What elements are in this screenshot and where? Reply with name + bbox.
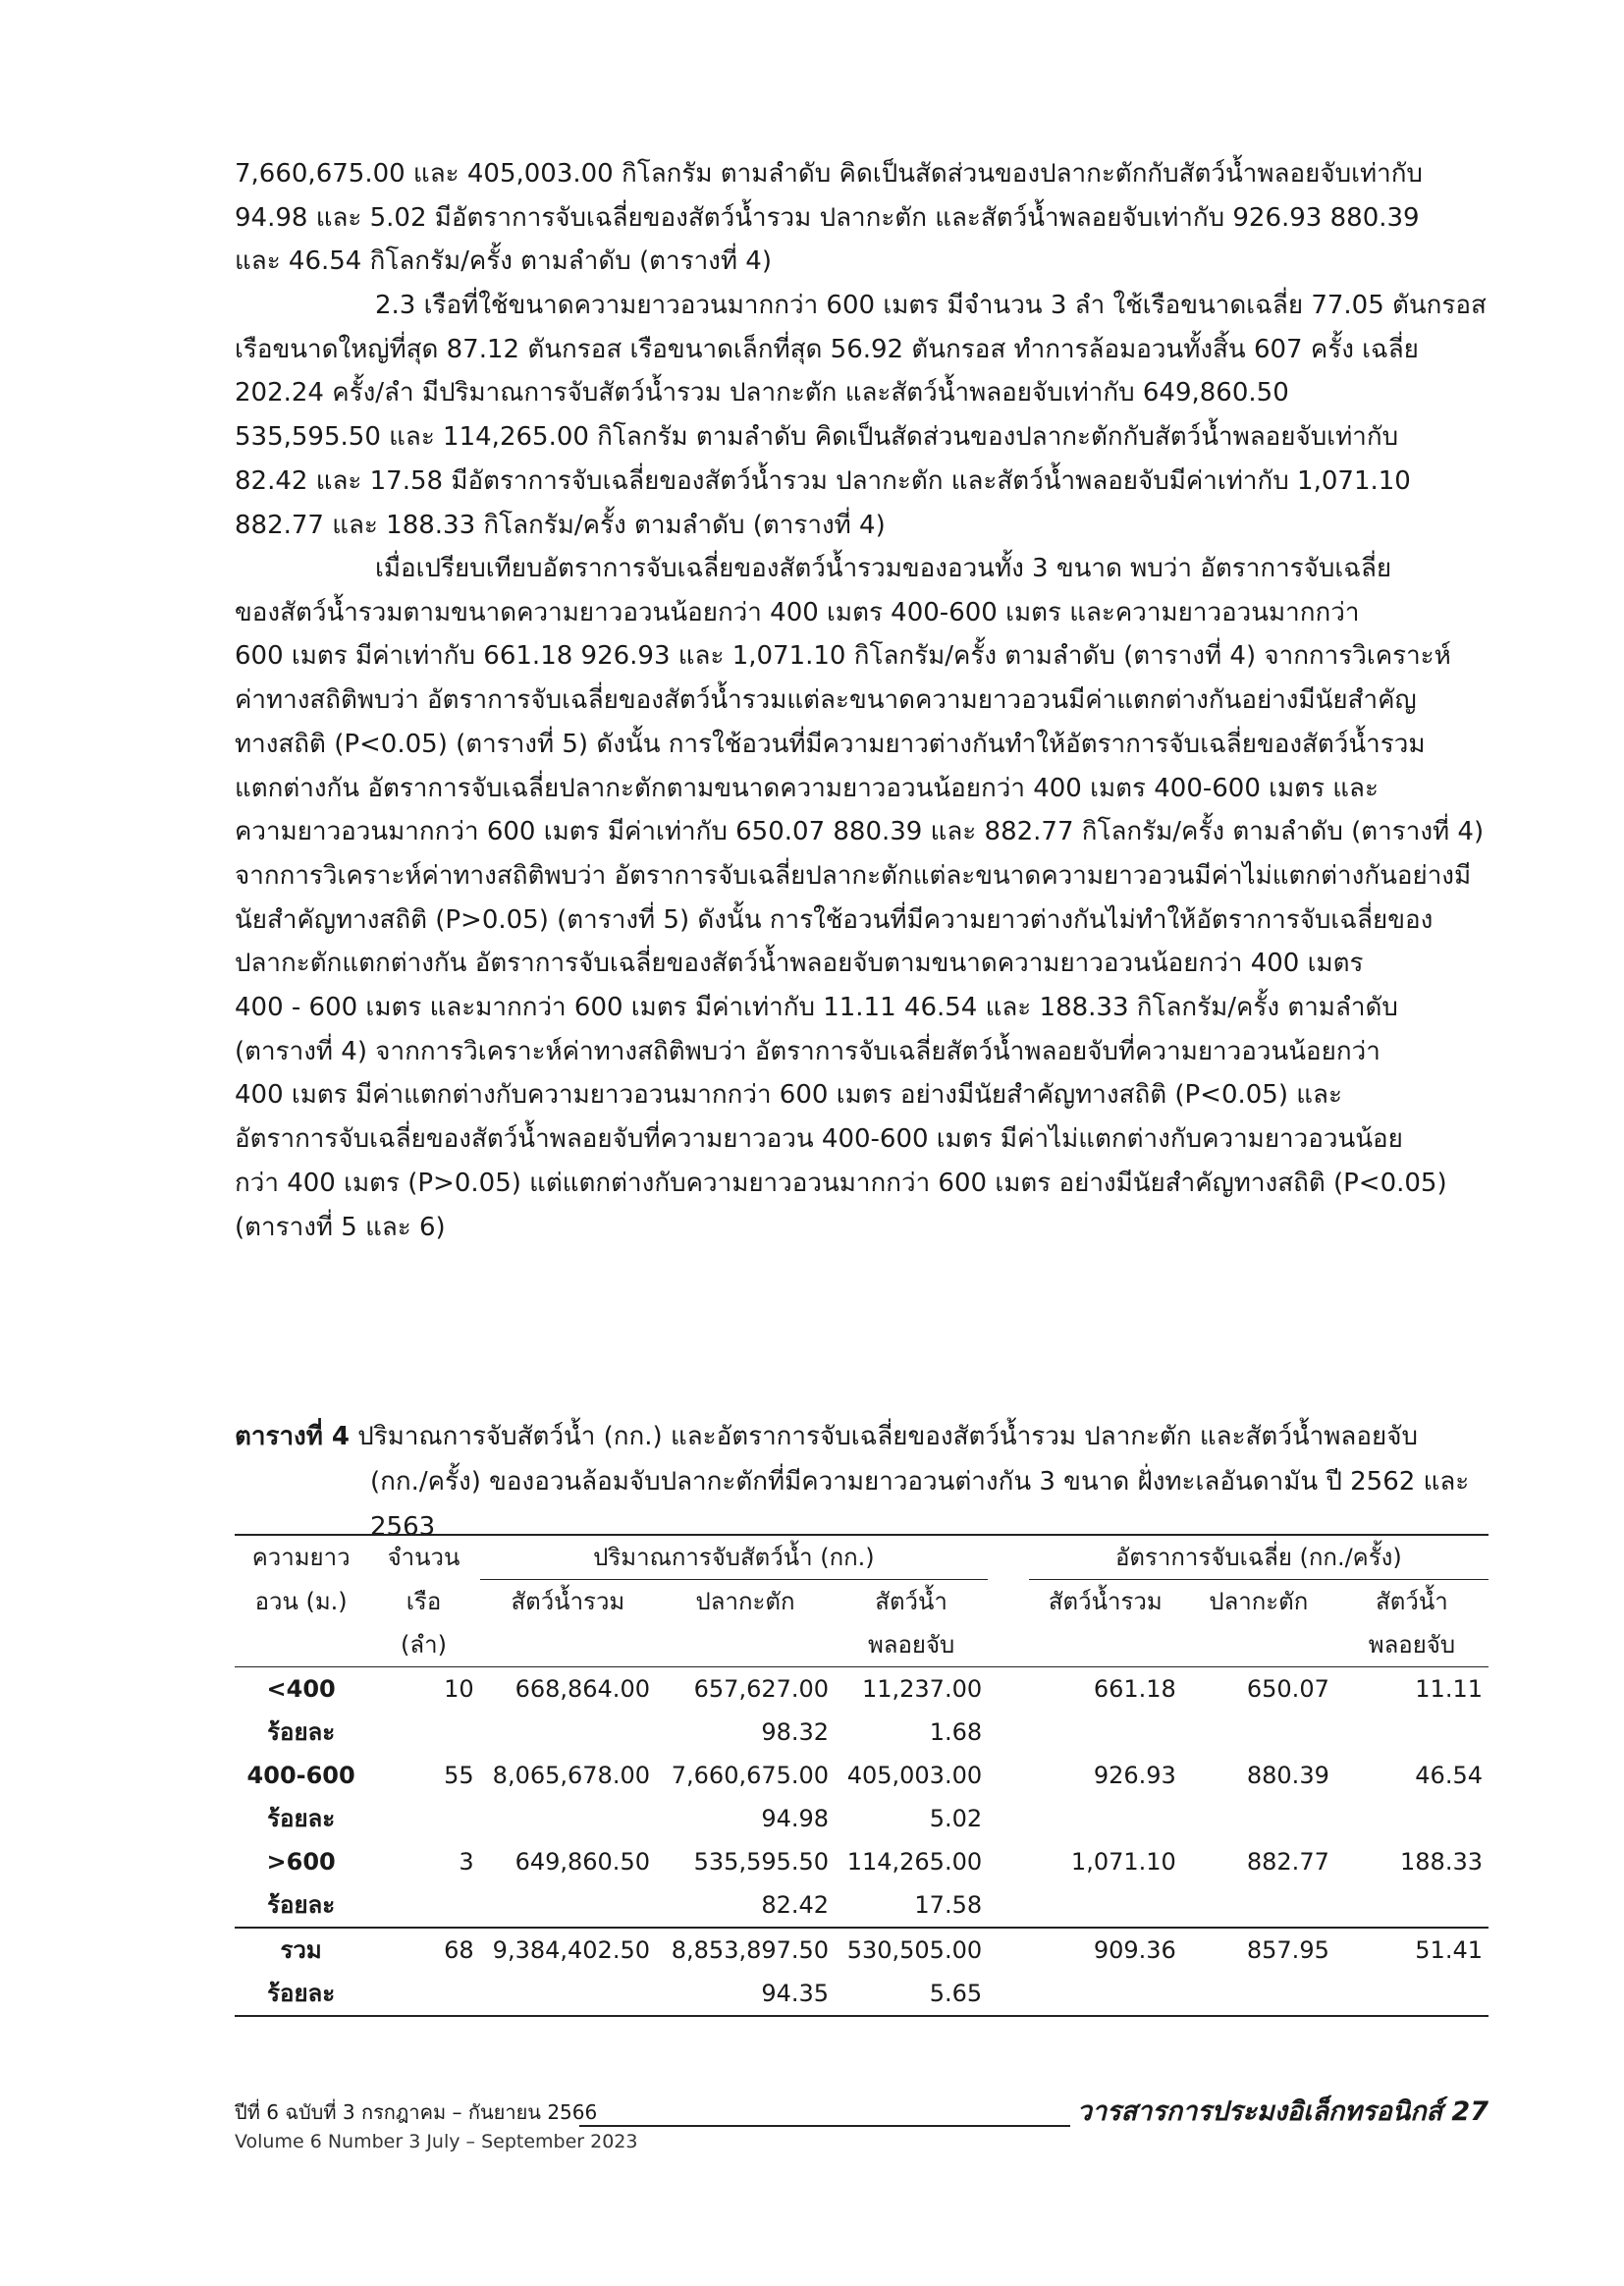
column-gap bbox=[988, 1711, 1029, 1754]
text-line: และ 46.54 กิโลกรัม/ครั้ง ตามลำดับ (ตารางที่ 4) bbox=[235, 246, 772, 277]
table-row bbox=[235, 1797, 1489, 1840]
text-line: แตกต่างกัน อัตราการจับเฉลี่ยปลากะตักตามขนาดความยาวอวนน้อยกว่า 400 เมตร 400-600 เมตร และ bbox=[235, 773, 1379, 803]
text-line: เรือขนาดใหญ่ที่สุด 87.12 ตันกรอส เรือขนาดเล็กที่สุด 56.92 ตันกรอส ทำการล้อมอวนทั้งสิ้น 607 ครั้ง เฉลี่ย bbox=[235, 334, 1419, 364]
header-cell: อัตราการจับเฉลี่ย (กก./ครั้ง) bbox=[1029, 1535, 1489, 1580]
text-line: จากการวิเคราะห์ค่าทางสถิติพบว่า อัตราการจับเฉลี่ยปลากะตักแต่ละขนาดความยาวอวนมีค่าไม่แตกต่างกันอย่างมี bbox=[235, 860, 1472, 891]
table-cell: 11.11 bbox=[1415, 1675, 1483, 1703]
header-cell: (ลำ) bbox=[367, 1623, 479, 1667]
table-cell: 880.39 bbox=[1246, 1762, 1329, 1789]
text-line: 82.42 และ 17.58 มีอัตราการจับเฉลี่ยของสัตว์น้ำรวม ปลากะตัก และสัตว์น้ำพลอยจับมีค่าเท่ากับ 1,071.10 bbox=[235, 465, 1411, 496]
column-gap bbox=[988, 1883, 1029, 1928]
text-line: 94.98 และ 5.02 มีอัตราการจับเฉลี่ยของสัตว์น้ำรวม ปลากะตัก และสัตว์น้ำพลอยจับเท่ากับ 926.93 880.39 bbox=[235, 202, 1420, 233]
text-line: 882.77 และ 188.33 กิโลกรัม/ครั้ง ตามลำดับ (ตารางที่ 4) bbox=[235, 510, 886, 540]
paragraph-2 bbox=[235, 284, 1489, 547]
text-line: ปลากะตักแตกต่างกัน อัตราการจับเฉลี่ยของสัตว์น้ำพลอยจับตามขนาดความยาวอวนน้อยกว่า 400 เมตร bbox=[235, 949, 1364, 979]
table-cell bbox=[1182, 1711, 1335, 1754]
column-gap bbox=[988, 1667, 1029, 1712]
table-cell: 51.41 bbox=[1335, 1928, 1489, 1972]
text-line: (ตารางที่ 4) จากการวิเคราะห์ค่าทางสถิติพบว่า อัตราการจับเฉลี่ยสัตว์น้ำพลอยจับที่ความยาวอวนน้อยกว่า bbox=[235, 1036, 1380, 1066]
text-line: ค่าทางสถิติพบว่า อัตราการจับเฉลี่ยของสัตว์น้ำรวมแต่ละขนาดความยาวอวนมีค่าแตกต่างกันอย่างมีนัยสำคัญ bbox=[235, 685, 1417, 716]
column-gap bbox=[988, 1797, 1029, 1840]
table-caption-text: ปริมาณการจับสัตว์น้ำ (กก.) และอัตราการจับเฉลี่ยของสัตว์น้ำรวม ปลากะตัก และสัตว์น้ำพลอยจับ bbox=[357, 1422, 1418, 1451]
table-row bbox=[235, 1928, 1489, 1972]
text-line: 7,660,675.00 และ 405,003.00 กิโลกรัม ตามลำดับ คิดเป็นสัดส่วนของปลากะตักกับสัตว์น้ำพลอยจับเท่ากับ bbox=[235, 159, 1423, 189]
header-cell: ความยาว bbox=[235, 1535, 367, 1580]
footer-divider bbox=[579, 2125, 1070, 2127]
table-cell: 649,860.50 bbox=[514, 1848, 650, 1876]
table-cell: 882.77 bbox=[1246, 1848, 1329, 1876]
table-cell: 3 bbox=[459, 1848, 474, 1876]
header-cell: เรือ bbox=[406, 1587, 442, 1615]
table-cell: 82.42 bbox=[761, 1891, 830, 1919]
table-cell bbox=[480, 1711, 656, 1754]
text-line: ทางสถิติ (P<0.05) (ตารางที่ 5) ดังนั้น การใช้อวนที่มีความยาวต่างกันทำให้อัตราการจับเฉลี่ยของสัตว์น้ำรวม bbox=[235, 729, 1426, 759]
text-line: 400 เมตร มีค่าแตกต่างกับความยาวอวนมากกว่า 600 เมตร อย่างมีนัยสำคัญทางสถิติ (P<0.05) และ bbox=[235, 1080, 1342, 1111]
column-gap bbox=[988, 1928, 1029, 1972]
text-line: 202.24 ครั้ง/ลำ มีปริมาณการจับสัตว์น้ำรวม ปลากะตัก และสัตว์น้ำพลอยจับเท่ากับ 649,860.50 bbox=[235, 378, 1289, 408]
text-line: 2.3 เรือที่ใช้ขนาดความยาวอวนมากกว่า 600 เมตร มีจำนวน 3 ลำ ใช้เรือขนาดเฉลี่ย 77.05 ตันกรอส bbox=[375, 291, 1487, 320]
table-row bbox=[235, 1972, 1489, 2016]
header-cell bbox=[480, 1623, 656, 1667]
table-cell: 668,864.00 bbox=[514, 1675, 650, 1703]
table-cell bbox=[367, 1883, 479, 1928]
table-header-row bbox=[235, 1535, 1489, 1580]
table-row bbox=[235, 1883, 1489, 1928]
header-cell bbox=[1029, 1623, 1182, 1667]
table-cell bbox=[1182, 1883, 1335, 1928]
header-cell: สัตว์น้ำรวม bbox=[1048, 1588, 1163, 1615]
text-line: อัตราการจับเฉลี่ยของสัตว์น้ำพลอยจับที่ความยาวอวน 400-600 เมตร มีค่าไม่แตกต่างกับความยาวอวนน้อย bbox=[235, 1124, 1403, 1155]
table-cell bbox=[480, 1797, 656, 1840]
row-label-cell: <400 bbox=[266, 1675, 336, 1703]
table-cell bbox=[1182, 1972, 1335, 2016]
table-cell: 17.58 bbox=[914, 1891, 983, 1919]
header-cell: พลอยจับ bbox=[835, 1623, 988, 1667]
table-cell: 8,065,678.00 bbox=[492, 1762, 650, 1789]
header-cell: ปริมาณการจับสัตว์น้ำ (กก.) bbox=[480, 1535, 988, 1580]
text-line: ของสัตว์น้ำรวมตามขนาดความยาวอวนน้อยกว่า 400 เมตร 400-600 เมตร และความยาวอวนมากกว่า bbox=[235, 597, 1360, 627]
row-label-cell: ร้อยละ bbox=[267, 1891, 336, 1919]
table-cell bbox=[367, 1711, 479, 1754]
header-gap bbox=[988, 1580, 1029, 1624]
table-row bbox=[235, 1711, 1489, 1754]
header-cell: สัตว์น้ำ bbox=[1376, 1588, 1448, 1615]
column-gap bbox=[988, 1972, 1029, 2016]
table-cell: 5.02 bbox=[929, 1805, 983, 1832]
table-cell: 530,505.00 bbox=[835, 1928, 988, 1972]
catch-table bbox=[235, 1534, 1489, 2017]
table-cell: 7,660,675.00 bbox=[671, 1762, 830, 1789]
column-gap bbox=[988, 1754, 1029, 1797]
row-label-cell: 400-600 bbox=[246, 1762, 355, 1789]
table-cell: 94.98 bbox=[761, 1805, 830, 1832]
table-row bbox=[235, 1667, 1489, 1712]
table-cell: 11,237.00 bbox=[861, 1675, 983, 1703]
table-header-row bbox=[235, 1623, 1489, 1667]
table-cell: 10 bbox=[444, 1675, 474, 1703]
footer-journal-title: วารสารการประมงอิเล็กทรอนิกส์ 27 bbox=[1076, 2096, 1489, 2127]
table-cell: 8,853,897.50 bbox=[656, 1928, 835, 1972]
table-cell bbox=[367, 1972, 479, 2016]
table-cell: 1.68 bbox=[929, 1718, 983, 1746]
table-cell bbox=[1029, 1797, 1182, 1840]
text-line: (ตารางที่ 5 และ 6) bbox=[235, 1212, 446, 1242]
text-line: 400 - 600 เมตร และมากกว่า 600 เมตร มีค่าเท่ากับ 11.11 46.54 และ 188.33 กิโลกรัม/ครั้ง ตามลำดับ bbox=[235, 993, 1398, 1023]
table-cell: 94.35 bbox=[656, 1972, 835, 2016]
table-cell: 535,595.50 bbox=[693, 1848, 830, 1876]
row-label-cell: รวม bbox=[235, 1928, 367, 1972]
text-line: 600 เมตร มีค่าเท่ากับ 661.18 926.93 และ 1,071.10 กิโลกรัม/ครั้ง ตามลำดับ (ตารางที่ 4) จากการวิเคราะห์ bbox=[235, 641, 1451, 672]
text-line: ความยาวอวนมากกว่า 600 เมตร มีค่าเท่ากับ 650.07 880.39 และ 882.77 กิโลกรัม/ครั้ง ตามลำดับ (ตารางที่ 4) bbox=[235, 817, 1485, 847]
table-cell: 188.33 bbox=[1400, 1848, 1483, 1876]
header-cell: ปลากะตัก bbox=[1209, 1588, 1309, 1615]
header-cell: จำนวน bbox=[367, 1535, 479, 1580]
table-cell bbox=[1029, 1883, 1182, 1928]
table-caption bbox=[235, 1414, 1489, 1550]
text-line: กว่า 400 เมตร (P>0.05) แต่แตกต่างกับความยาวอวนมากกว่า 600 เมตร อย่างมีนัยสำคัญทางสถิติ (P<0.05) bbox=[235, 1168, 1447, 1198]
table-cell bbox=[1335, 1711, 1489, 1754]
row-label-cell: ร้อยละ bbox=[235, 1972, 367, 2016]
table-row bbox=[235, 1754, 1489, 1797]
column-gap bbox=[988, 1840, 1029, 1883]
row-label-cell: >600 bbox=[266, 1848, 336, 1876]
table-cell: 857.95 bbox=[1182, 1928, 1335, 1972]
table-cell: 55 bbox=[444, 1762, 474, 1789]
header-cell: สัตว์น้ำ bbox=[875, 1588, 947, 1615]
header-cell: อวน (ม.) bbox=[254, 1587, 348, 1615]
text-line: เมื่อเปรียบเทียบอัตราการจับเฉลี่ยของสัตว์น้ำรวมของอวนทั้ง 3 ขนาด พบว่า อัตราการจับเฉลี่ย bbox=[375, 554, 1392, 583]
table-cell: 46.54 bbox=[1415, 1762, 1483, 1789]
header-cell: พลอยจับ bbox=[1335, 1623, 1489, 1667]
table-cell: 661.18 bbox=[1093, 1675, 1176, 1703]
table-cell: 9,384,402.50 bbox=[480, 1928, 656, 1972]
table-cell: 405,003.00 bbox=[846, 1762, 983, 1789]
table-cell: 926.93 bbox=[1093, 1762, 1176, 1789]
table-cell bbox=[367, 1797, 479, 1840]
table-cell bbox=[1335, 1797, 1489, 1840]
header-cell bbox=[656, 1623, 835, 1667]
header-cell bbox=[235, 1623, 367, 1667]
table-cell bbox=[1335, 1883, 1489, 1928]
table-cell bbox=[1182, 1797, 1335, 1840]
footer-issue-english: Volume 6 Number 3 July – September 2023 bbox=[235, 2131, 638, 2152]
table-cell bbox=[1029, 1972, 1182, 2016]
footer-issue-thai: ปีที่ 6 ฉบับที่ 3 กรกฎาคม – กันยายน 2566 bbox=[235, 2100, 598, 2124]
paragraph-3 bbox=[235, 547, 1489, 1249]
table-row bbox=[235, 1840, 1489, 1883]
table-header-row bbox=[235, 1580, 1489, 1624]
table-cell bbox=[1335, 1972, 1489, 2016]
header-gap bbox=[988, 1535, 1029, 1580]
header-gap bbox=[988, 1623, 1029, 1667]
table-cell bbox=[480, 1883, 656, 1928]
paragraph-1 bbox=[235, 152, 1489, 284]
table-caption-text-2: (กก./ครั้ง) ของอวนล้อมจับปลากะตักที่มีความยาวอวนต่างกัน 3 ขนาด ฝั่งทะเลอันดามัน ปี 2562 และ 2563 bbox=[370, 1467, 1470, 1542]
table-cell: 650.07 bbox=[1246, 1675, 1329, 1703]
header-cell: สัตว์น้ำรวม bbox=[511, 1588, 625, 1615]
table-cell bbox=[480, 1972, 656, 2016]
table-cell bbox=[1029, 1711, 1182, 1754]
table-cell: 68 bbox=[367, 1928, 479, 1972]
table-cell: 98.32 bbox=[761, 1718, 830, 1746]
header-cell: ปลากะตัก bbox=[695, 1588, 795, 1615]
row-label-cell: ร้อยละ bbox=[267, 1718, 336, 1746]
table-cell: 909.36 bbox=[1029, 1928, 1182, 1972]
text-line: นัยสำคัญทางสถิติ (P>0.05) (ตารางที่ 5) ดังนั้น การใช้อวนที่มีความยาวต่างกันไม่ทำให้อัตราการจับเฉลี่ยของ bbox=[235, 904, 1434, 935]
header-cell bbox=[1182, 1623, 1335, 1667]
row-label-cell: ร้อยละ bbox=[267, 1805, 336, 1832]
table-cell: 114,265.00 bbox=[846, 1848, 983, 1876]
table-cell: 5.65 bbox=[835, 1972, 988, 2016]
table-cell: 1,071.10 bbox=[1070, 1848, 1176, 1876]
text-line: 535,595.50 และ 114,265.00 กิโลกรัม ตามลำดับ คิดเป็นสัดส่วนของปลากะตักกับสัตว์น้ำพลอยจับเท่ากับ bbox=[235, 422, 1399, 453]
table-caption-label: ตารางที่ 4 bbox=[235, 1422, 351, 1451]
table-cell: 657,627.00 bbox=[693, 1675, 830, 1703]
